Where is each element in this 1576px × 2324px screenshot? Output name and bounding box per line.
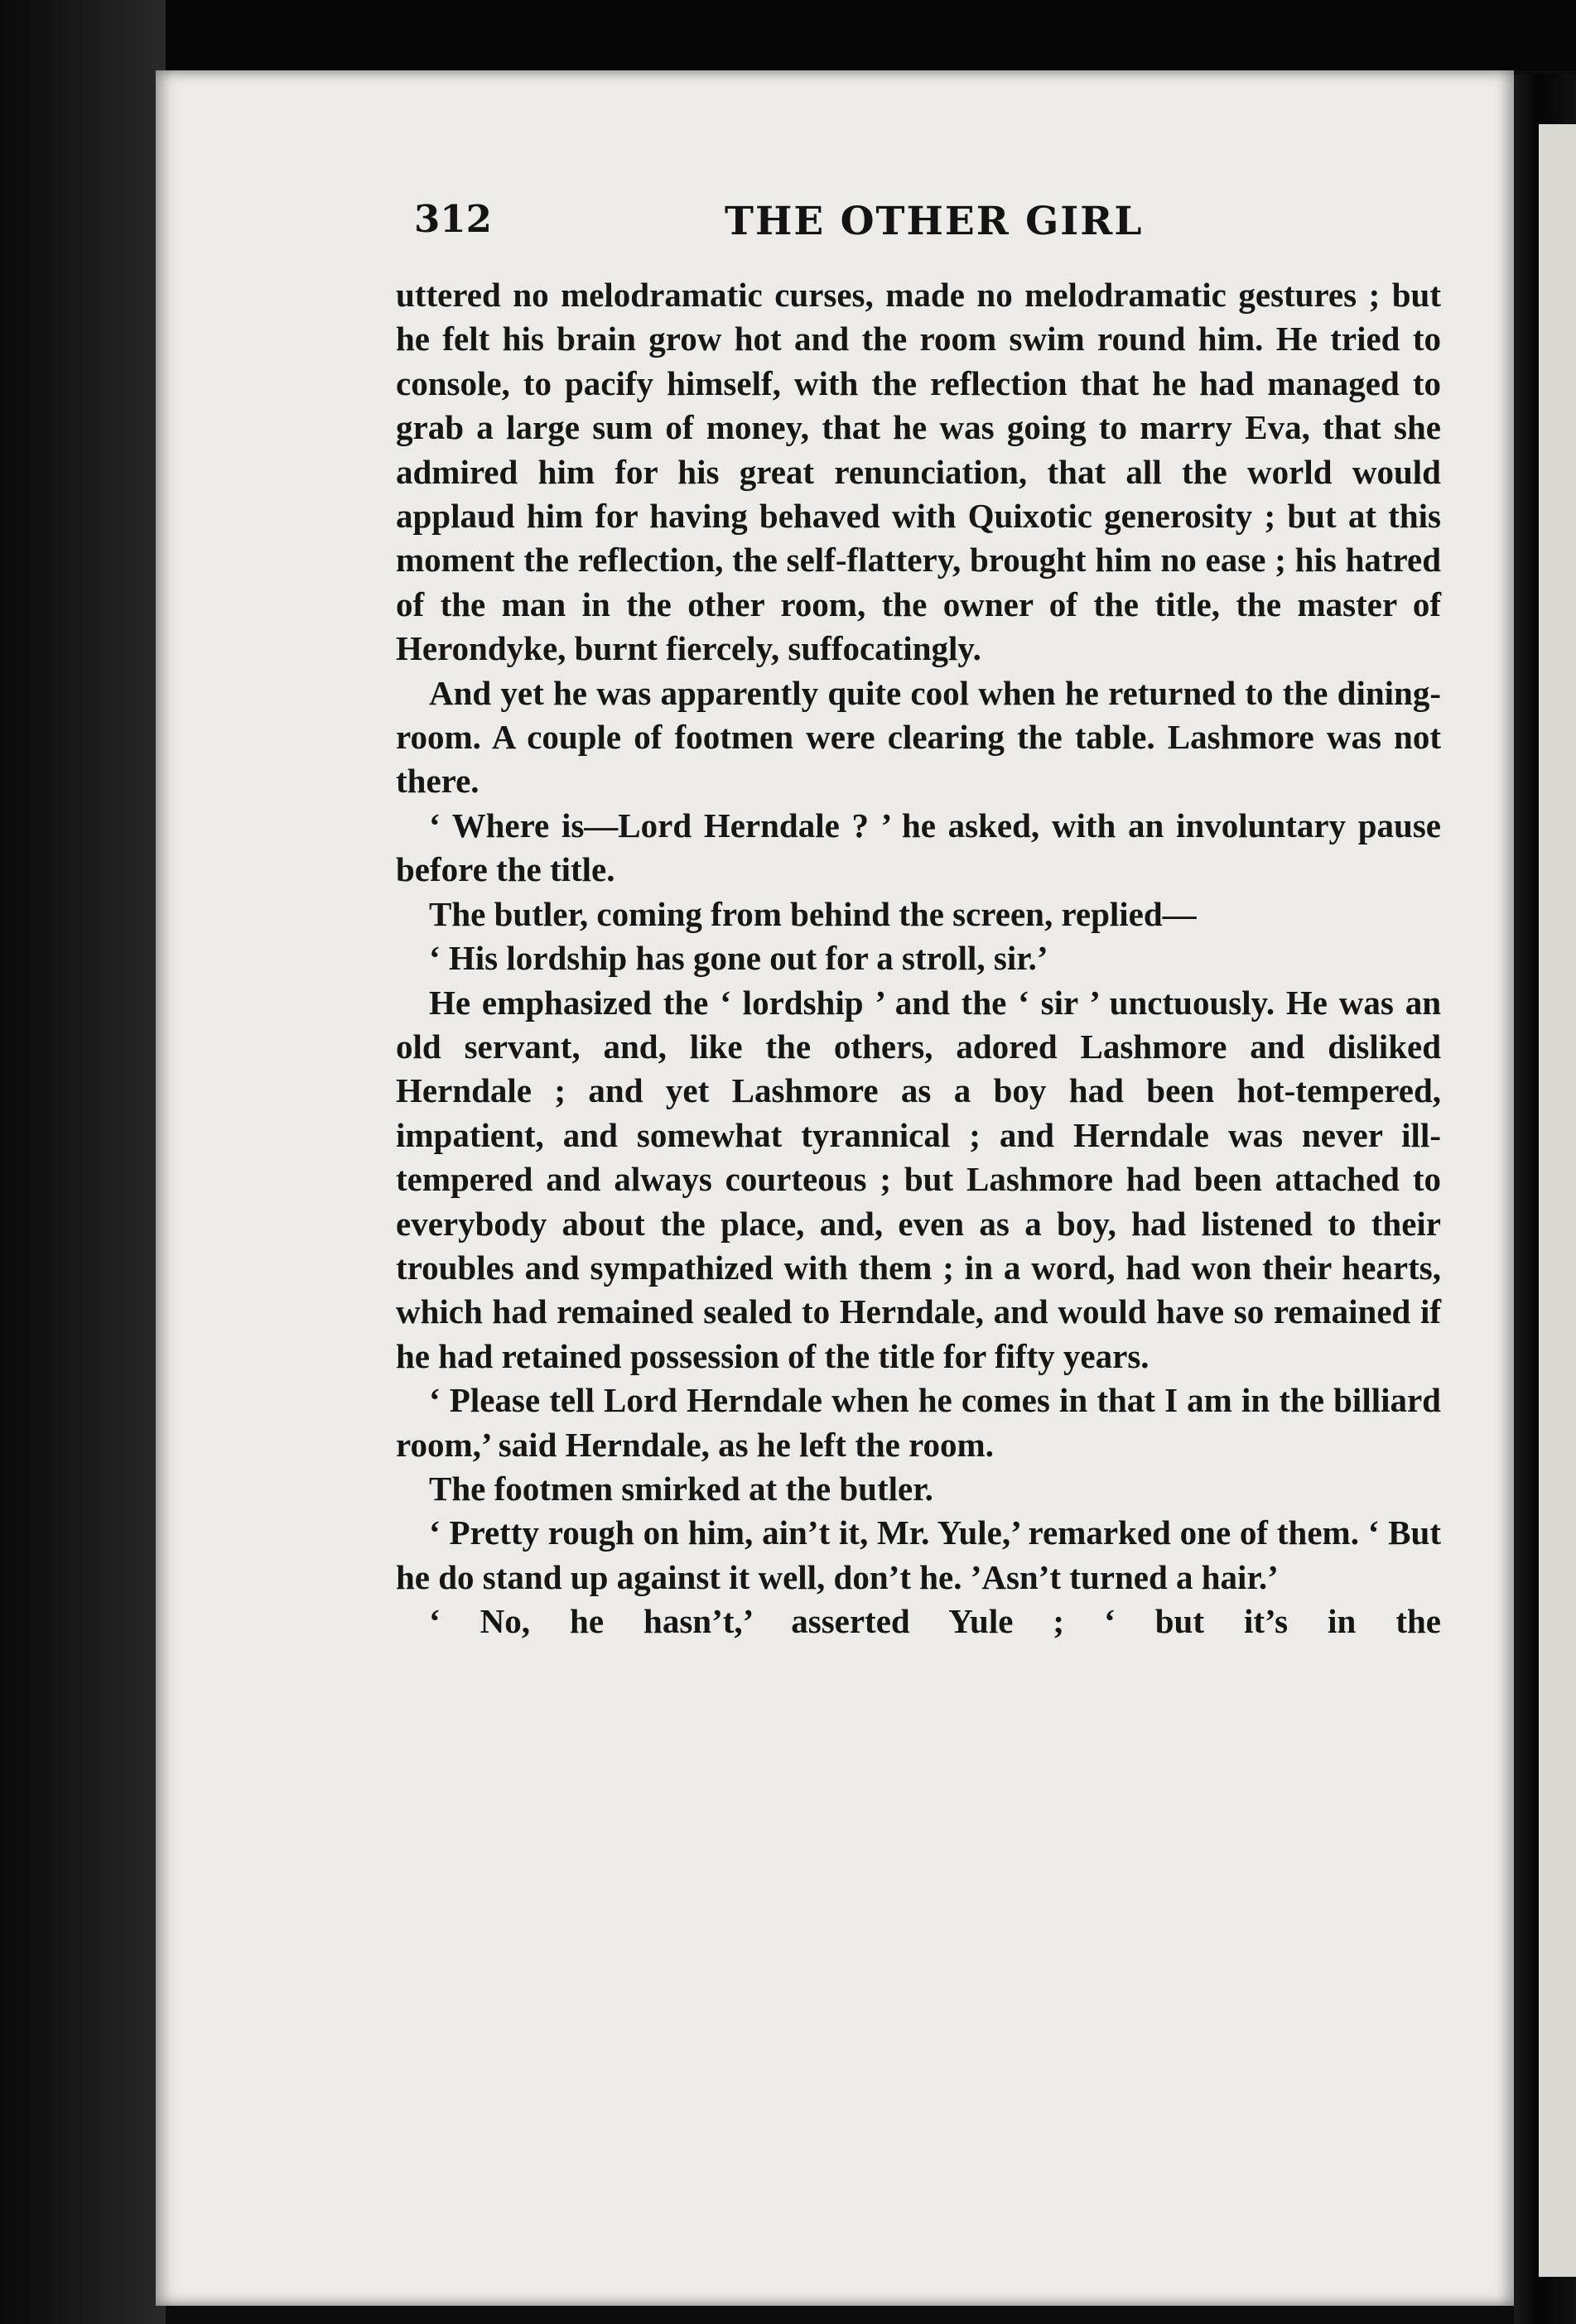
paragraph: And yet he was apparently quite cool when he returned to the dining-room. A couple of footmen were clearing the table. Lashmore was not there. xyxy=(396,673,1441,801)
paragraph: ‘ His lordship has gone out for a stroll, sir.’ xyxy=(429,939,1048,978)
next-page-sliver xyxy=(1539,124,1576,2277)
body-text xyxy=(396,273,1441,1644)
paragraph: ‘ Pretty rough on him, ain’t it, Mr. Yule,’ remarked one of them. ‘ But he do stand up against it well, don’t he. ’Asn’t turned a hair.’ xyxy=(396,1513,1441,1596)
paragraph: The footmen smirked at the butler. xyxy=(429,1469,933,1508)
paragraph: ‘ No, he hasn’t,’ asserted Yule ; ‘ but it’s in the xyxy=(429,1602,1441,1641)
paragraph: ‘ Please tell Lord Herndale when he comes in that I am in the billiard room,’ said Herndale, as he left the room. xyxy=(396,1381,1441,1464)
scan-background-top xyxy=(0,0,1576,70)
page-number: 312 xyxy=(414,197,492,241)
paragraph: He emphasized the ‘ lordship ’ and the ‘ sir ’ unctuously. He was an old servant, and, like the others, adored Lashmore and disliked Herndale ; and yet Lashmore as a boy had been hot-tempered, impatient, and somewhat tyrannical ; and Herndale was never ill-tempered and always courteous ; but Lashmore had been attached to everybody about the place, and, even as a boy, had listened to their troubles and sympathized with them ; in a word, had won their hearts, which had remained sealed to Herndale, and would have so remained if he had retained possession of the title for fifty years. xyxy=(396,983,1441,1375)
paragraph: uttered no melodramatic curses, made no melodramatic gestures ; but he felt his brain grow hot and the room swim round him. He tried to console, to pacify himself, with the reflection that he had managed to grab a large sum of money, that he was going to marry Eva, that she admired him for his great renunciation, that all the world would applaud him for having behaved with Quixotic generosity ; but at this moment the reflection, the self-flattery, brought him no ease ; his hatred of the man in the other room, the owner of the title, the master of Herondyke, burnt fiercely, suffocatingly. xyxy=(396,276,1441,668)
running-head xyxy=(414,197,1441,247)
book-spine-edge xyxy=(0,0,166,2324)
paragraph: ‘ Where is—Lord Herndale ? ’ he asked, with an involuntary pause before the title. xyxy=(396,806,1441,889)
paragraph: The butler, coming from behind the screen, replied— xyxy=(429,894,1197,933)
book-title: THE OTHER GIRL xyxy=(725,199,1144,244)
